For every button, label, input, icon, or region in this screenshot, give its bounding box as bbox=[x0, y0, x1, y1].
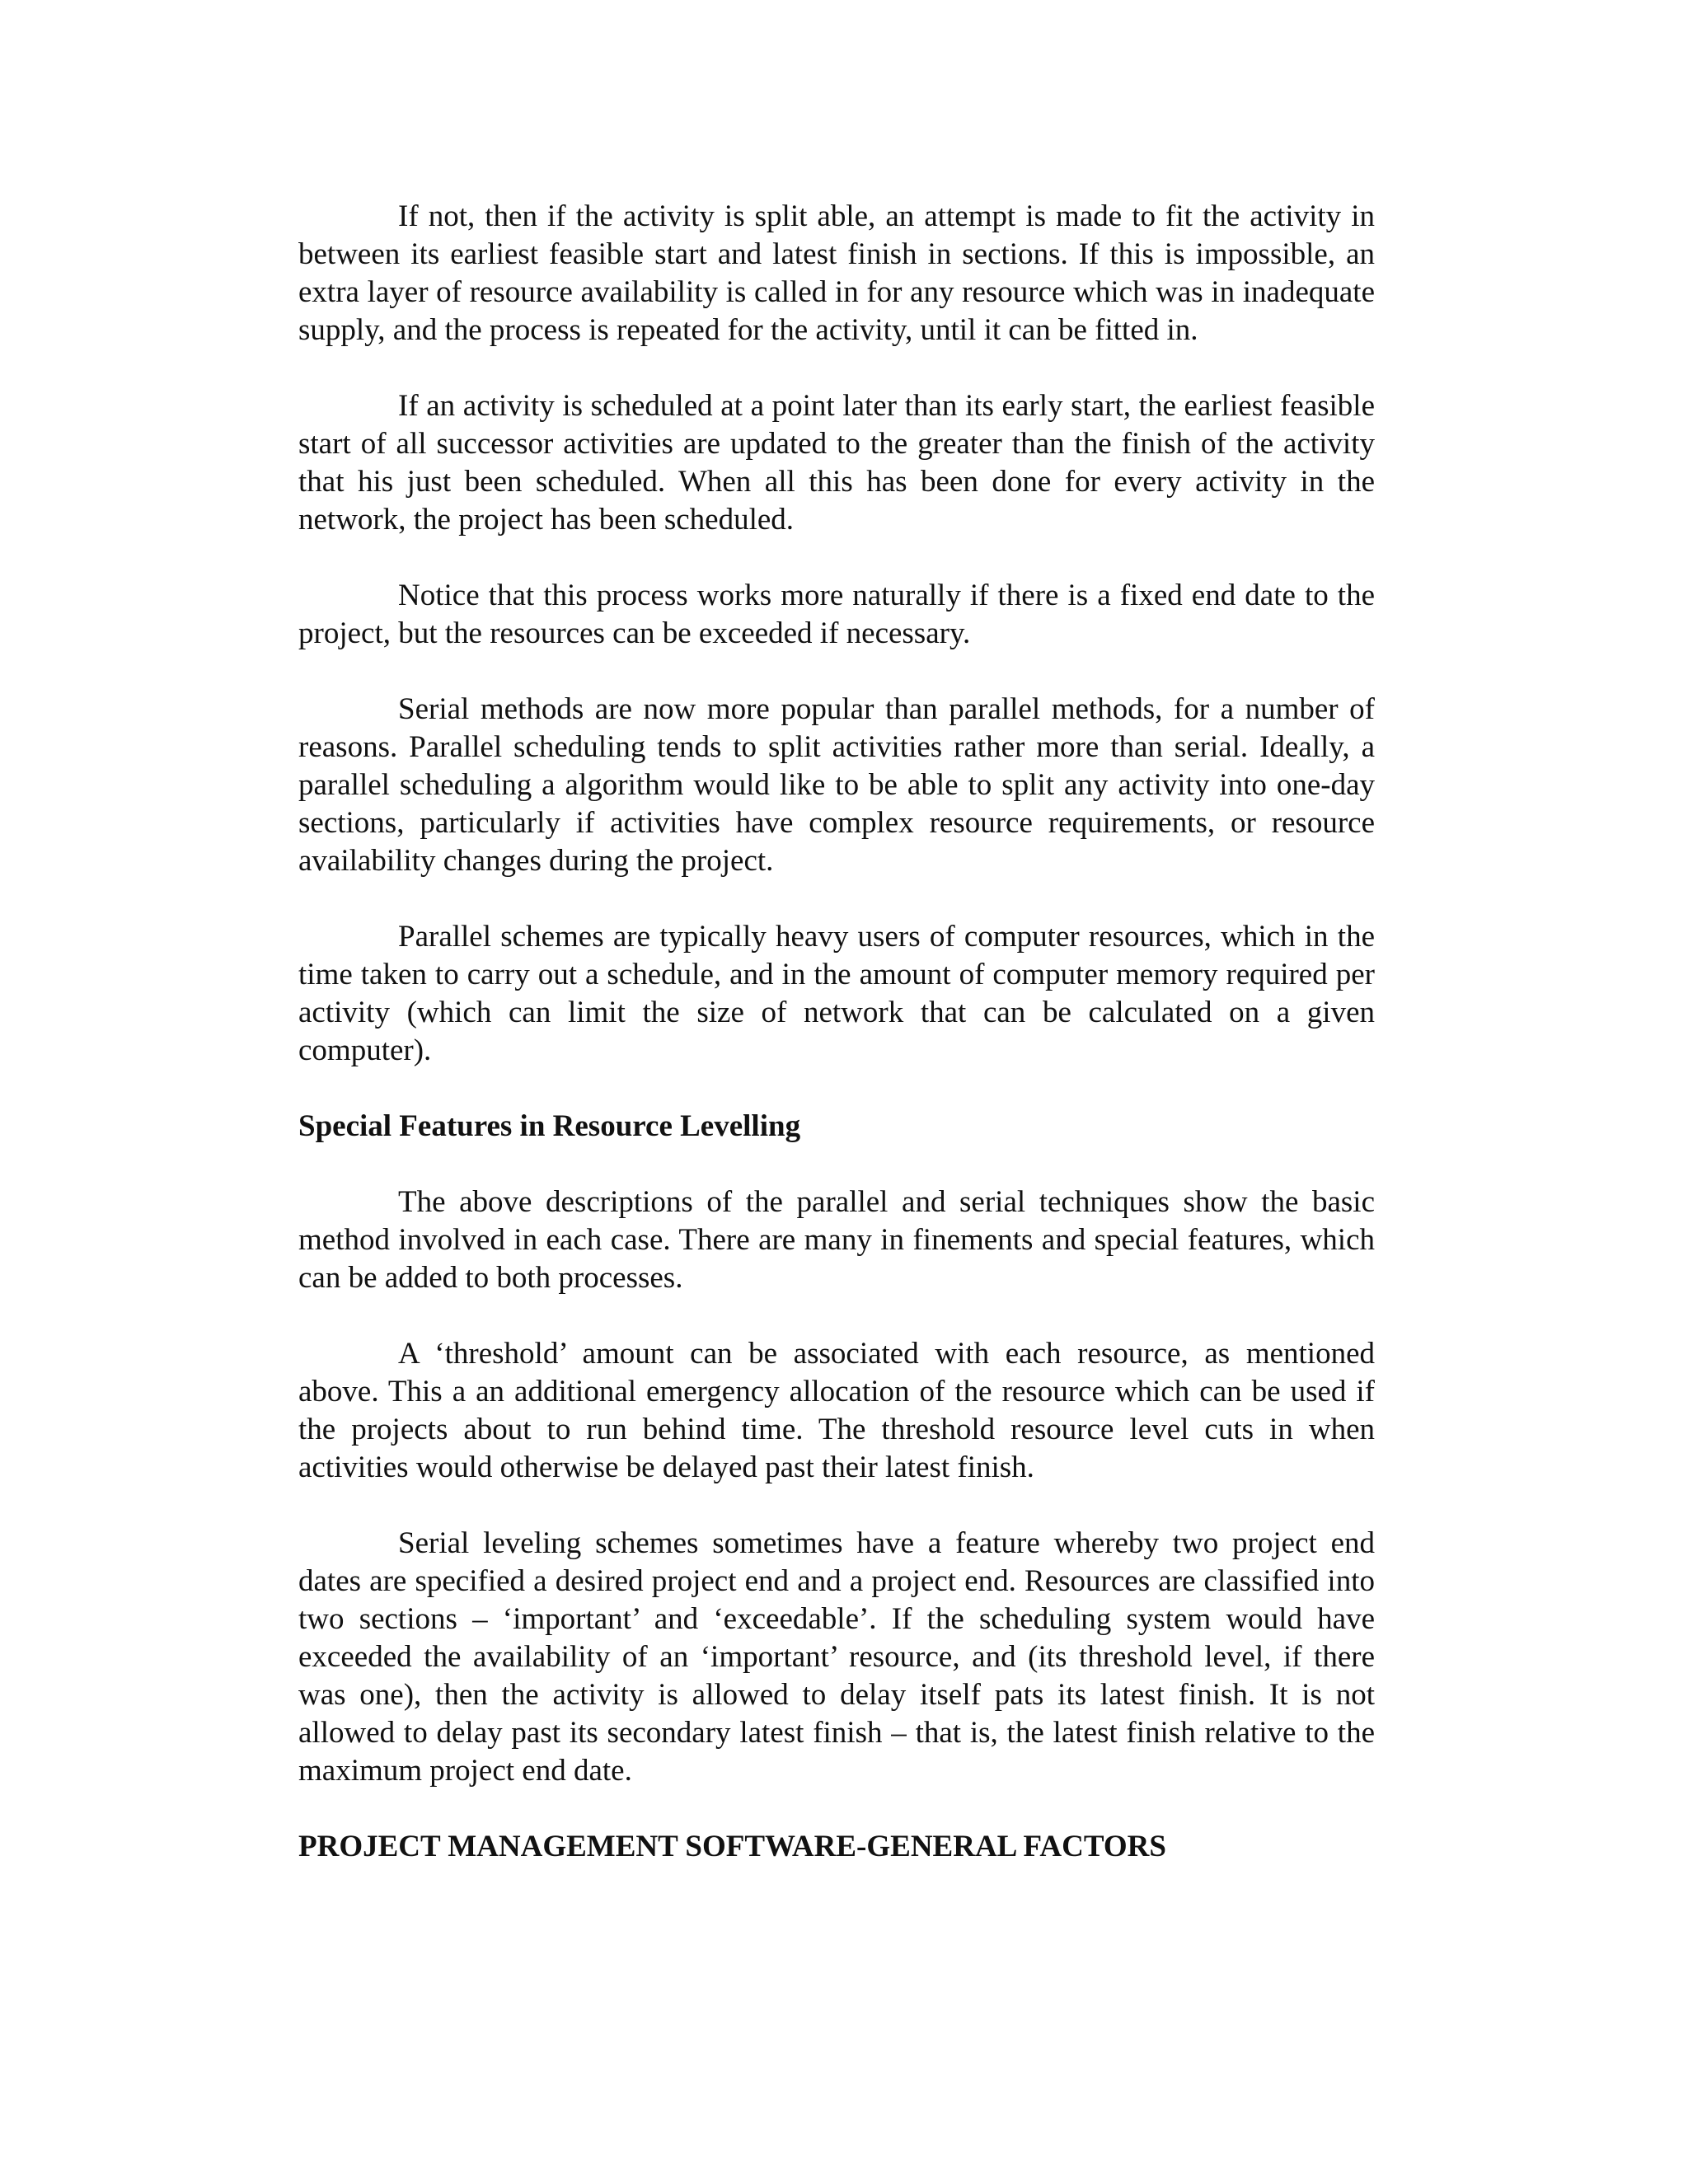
paragraph-split-activity: If not, then if the activity is split able, an attempt is made to fit the activity in between its earliest feasible start and latest finish in sections. If this is impossible, an extra layer of resource availability is called in for any resource which was in inadequate supply, and the process is repeated for the activity, until it can be fitted in. bbox=[298, 199, 1375, 347]
paragraph-serial-leveling: Serial leveling schemes sometimes have a feature whereby two project end dates are specified a desired project end and a project end. Resources are classified into two sections – ‘important’ and ‘exceedable’. If the scheduling system would have exceeded the availability of an ‘important’ resource, and (its threshold level, if there was one), then the activity is allowed to delay itself pats its latest finish. It is not allowed to delay past its secondary latest finish – that is, the latest finish relative to the maximum project end date. bbox=[298, 1526, 1375, 1788]
paragraph-threshold: A ‘threshold’ amount can be associated with each resource, as mentioned above. This a an additional emergency allocation of the resource which can be used if the projects about to run behind time. The threshold resource level cuts in when activities would otherwise be delayed past their latest finish. bbox=[298, 1337, 1375, 1484]
heading-special-features: Special Features in Resource Levelling bbox=[298, 1109, 801, 1143]
paragraph-scheduled-later: If an activity is scheduled at a point later than its early start, the earliest feasible start of all successor activities are updated to the greater than the finish of the activity that his just been scheduled. When all this has been done for every activity in the network, the project has been scheduled. bbox=[298, 389, 1375, 537]
paragraph-descriptions: The above descriptions of the parallel and serial techniques show the basic method involved in each case. There are many in finements and special features, which can be added to both processes. bbox=[298, 1185, 1375, 1295]
paragraph-fixed-end-date: Notice that this process works more naturally if there is a fixed end date to the project, but the resources can be exceeded if necessary. bbox=[298, 579, 1375, 650]
heading-project-management-software: PROJECT MANAGEMENT SOFTWARE-GENERAL FACTORS bbox=[298, 1830, 1166, 1863]
document-page bbox=[298, 198, 1375, 1904]
paragraph-serial-vs-parallel: Serial methods are now more popular than parallel methods, for a number of reasons. Parallel scheduling tends to split activities rather more than serial. Ideally, a parallel scheduling a algorithm would like to be able to split any activity into one-day sections, particularly if activities have complex resource requirements, or resource availability changes during the project. bbox=[298, 692, 1375, 878]
paragraph-parallel-resources: Parallel schemes are typically heavy users of computer resources, which in the time taken to carry out a schedule, and in the amount of computer memory required per activity (which can limit the size of network that can be calculated on a given computer). bbox=[298, 920, 1375, 1067]
